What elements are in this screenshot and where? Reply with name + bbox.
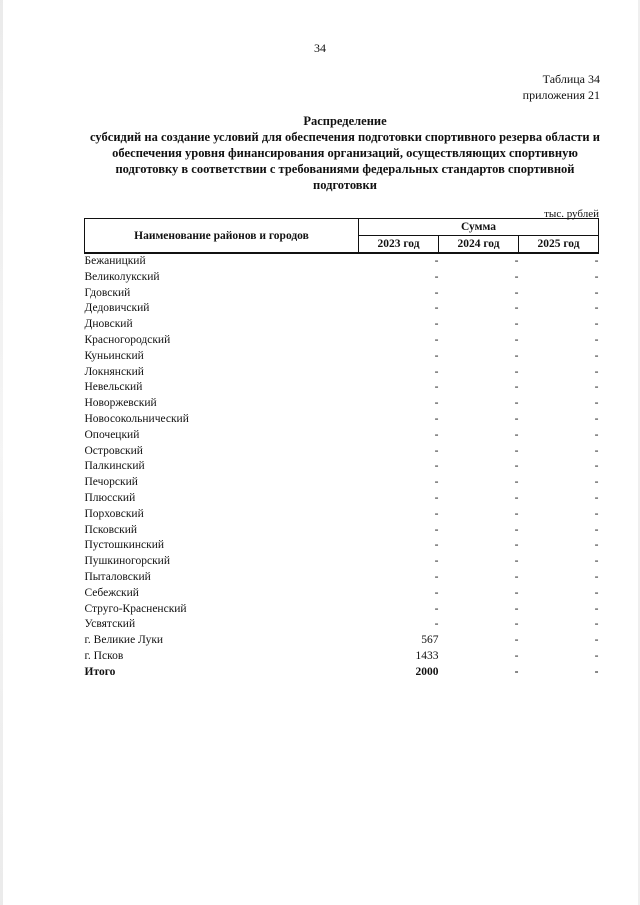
cell-name: Невельский	[84, 381, 143, 394]
header-sum: Сумма	[359, 219, 599, 236]
cell-2025: -	[594, 476, 599, 489]
table-row	[85, 412, 599, 428]
table-row	[85, 633, 599, 649]
table-row	[85, 349, 599, 365]
table-row	[85, 317, 599, 333]
table-reference	[523, 71, 600, 103]
cell-name: Итого	[84, 665, 116, 678]
table-body	[85, 253, 599, 681]
table-row	[85, 333, 599, 349]
cell-2025: -	[594, 555, 599, 568]
cell-2023: 1433	[415, 649, 439, 662]
cell-2023: -	[434, 618, 439, 631]
cell-2023: -	[434, 270, 439, 283]
cell-name: Новосокольнический	[84, 412, 189, 425]
cell-2023: -	[434, 333, 439, 346]
header-year-2023: 2023 год	[359, 236, 439, 254]
cell-2024: -	[514, 349, 519, 362]
cell-name: Печорский	[84, 476, 138, 489]
cell-name: Пыталовский	[84, 570, 151, 583]
table-row	[85, 286, 599, 302]
cell-2024: -	[514, 586, 519, 599]
cell-2025: -	[594, 634, 599, 647]
cell-2025: -	[594, 286, 599, 299]
cell-2024: -	[514, 286, 519, 299]
cell-2023: -	[434, 476, 439, 489]
page-number: 34	[314, 41, 326, 55]
table-row	[85, 475, 599, 491]
cell-2025: -	[594, 349, 599, 362]
cell-2023: -	[434, 491, 439, 504]
table-row	[85, 396, 599, 412]
cell-name: г. Псков	[84, 649, 124, 662]
cell-2025: -	[594, 523, 599, 536]
cell-2024: -	[514, 333, 519, 346]
cell-name: Пушкиногорский	[84, 555, 170, 568]
cell-2023: -	[434, 570, 439, 583]
cell-2024: -	[514, 570, 519, 583]
table-row	[85, 617, 599, 633]
table-row	[85, 570, 599, 586]
cell-2024: -	[514, 555, 519, 568]
cell-2025: -	[594, 649, 599, 662]
table-row	[85, 602, 599, 618]
cell-name: Дновский	[84, 318, 133, 331]
cell-2024: -	[514, 412, 519, 425]
cell-2023: -	[434, 365, 439, 378]
cell-2023: -	[434, 444, 439, 457]
table-row	[85, 444, 599, 460]
table-row	[85, 491, 599, 507]
cell-2025: -	[594, 412, 599, 425]
table-row	[85, 554, 599, 570]
table-row	[85, 270, 599, 286]
cell-2025: -	[594, 602, 599, 615]
cell-2024: -	[514, 523, 519, 536]
cell-name: Локнянский	[84, 365, 144, 378]
cell-2025: -	[594, 444, 599, 457]
cell-2025: -	[594, 381, 599, 394]
cell-2024: -	[514, 618, 519, 631]
cell-name: Себежский	[84, 586, 139, 599]
cell-name: Дедовичский	[84, 302, 150, 315]
cell-2025: -	[594, 428, 599, 441]
table-header	[85, 219, 599, 254]
cell-2024: -	[514, 302, 519, 315]
cell-name: Опочецкий	[84, 428, 140, 441]
cell-2023: -	[434, 507, 439, 520]
document-title	[90, 113, 600, 193]
cell-2025: -	[594, 539, 599, 552]
cell-2025: -	[594, 318, 599, 331]
cell-2023: -	[434, 428, 439, 441]
table-row	[85, 365, 599, 381]
title-subtitle: субсидий на создание условий для обеспечения подготовки спортивного резерва области и обеспечения уровня финансирования организаций, осуществляющих спортивную подготовку в соответствии с требованиями федеральных стандартов спортивной подготовки	[90, 130, 600, 192]
table-row	[85, 301, 599, 317]
distribution-table	[84, 218, 599, 681]
cell-name: Порховский	[84, 507, 144, 520]
cell-2025: -	[594, 333, 599, 346]
cell-2024: -	[514, 539, 519, 552]
table-row	[85, 649, 599, 665]
header-name-column: Наименование районов и городов	[85, 219, 359, 254]
cell-2023: -	[434, 460, 439, 473]
cell-2024: -	[514, 444, 519, 457]
cell-2025: -	[594, 365, 599, 378]
cell-2025: -	[594, 491, 599, 504]
cell-2025: -	[594, 270, 599, 283]
cell-2023: -	[434, 555, 439, 568]
cell-2024: -	[514, 649, 519, 662]
cell-2024: -	[514, 365, 519, 378]
table-row	[85, 428, 599, 444]
cell-name: Бежаницкий	[84, 255, 146, 267]
table-row	[85, 538, 599, 554]
table-row	[85, 586, 599, 602]
cell-name: Палкинский	[84, 460, 145, 473]
cell-2025: -	[594, 302, 599, 315]
header-year-2025: 2025 год	[519, 236, 599, 254]
cell-2023: -	[434, 381, 439, 394]
cell-name: Куньинский	[84, 349, 144, 362]
cell-2023: -	[434, 397, 439, 410]
cell-2024: -	[514, 255, 519, 267]
cell-name: Псковский	[84, 523, 138, 536]
cell-name: Гдовский	[84, 286, 131, 299]
cell-2023: 2000	[415, 665, 439, 678]
cell-2023: -	[434, 349, 439, 362]
cell-2023: -	[434, 318, 439, 331]
cell-2024: -	[514, 397, 519, 410]
cell-name: Плюсский	[84, 491, 136, 504]
cell-2023: -	[434, 602, 439, 615]
cell-2024: -	[514, 476, 519, 489]
cell-2025: -	[594, 507, 599, 520]
cell-2024: -	[514, 602, 519, 615]
cell-2023: -	[434, 255, 439, 267]
cell-name: Красногородский	[84, 333, 171, 346]
table-ref-line2: приложения 21	[522, 88, 600, 102]
cell-2024: -	[514, 507, 519, 520]
table-row	[85, 380, 599, 396]
cell-2023: -	[434, 286, 439, 299]
cell-2025: -	[594, 665, 599, 678]
cell-2025: -	[594, 397, 599, 410]
cell-name: г. Великие Луки	[84, 634, 164, 647]
cell-2024: -	[514, 381, 519, 394]
cell-2023: 567	[421, 634, 439, 647]
cell-2023: -	[434, 539, 439, 552]
cell-2025: -	[594, 460, 599, 473]
units-label: тыс. рублей	[544, 208, 599, 220]
table-row	[85, 523, 599, 539]
cell-name: Пустошкинский	[84, 539, 165, 552]
cell-name: Великолукский	[84, 270, 160, 283]
cell-2024: -	[514, 634, 519, 647]
table-row	[85, 253, 599, 270]
table-row	[85, 459, 599, 475]
header-year-2024: 2024 год	[439, 236, 519, 254]
cell-2025: -	[594, 255, 599, 267]
cell-2025: -	[594, 586, 599, 599]
cell-2024: -	[514, 665, 519, 678]
total-row	[85, 665, 599, 681]
table-ref-line1: Таблица 34	[542, 72, 600, 86]
cell-2023: -	[434, 523, 439, 536]
cell-2023: -	[434, 586, 439, 599]
title-heading: Распределение	[303, 114, 387, 128]
cell-name: Островский	[84, 444, 143, 457]
cell-2025: -	[594, 618, 599, 631]
cell-2024: -	[514, 460, 519, 473]
cell-2023: -	[434, 302, 439, 315]
cell-2024: -	[514, 428, 519, 441]
cell-2024: -	[514, 491, 519, 504]
cell-2024: -	[514, 270, 519, 283]
scan-edge-left	[0, 0, 3, 905]
cell-2024: -	[514, 318, 519, 331]
cell-2023: -	[434, 412, 439, 425]
cell-name: Усвятский	[84, 618, 136, 631]
cell-name: Новоржевский	[84, 397, 157, 410]
cell-2025: -	[594, 570, 599, 583]
cell-name: Струго-Красненский	[84, 602, 187, 615]
table-row	[85, 507, 599, 523]
